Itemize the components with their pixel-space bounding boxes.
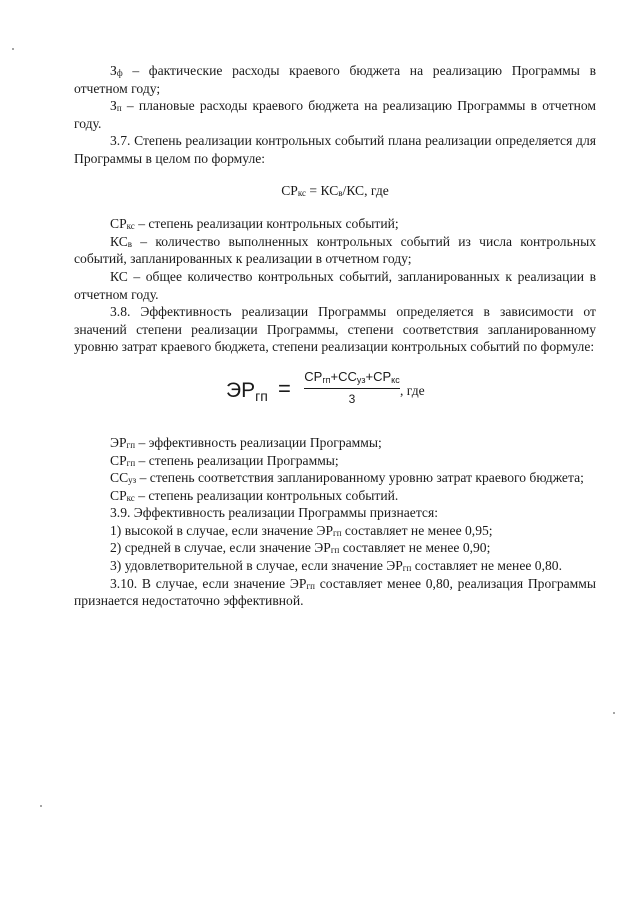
formula-term: СР — [281, 182, 298, 198]
formula-term: = КС — [306, 182, 339, 198]
subscript: в — [127, 238, 133, 249]
fraction-bar — [304, 388, 400, 389]
subscript: гп — [306, 580, 315, 591]
symbol: СС — [110, 470, 129, 486]
formula-term: +СР — [365, 368, 392, 384]
paragraph-def-sr-gp — [74, 452, 596, 470]
list-text: 2) средней в случае, если значение ЭР — [110, 540, 331, 556]
subscript: кс — [126, 492, 135, 503]
list-item-satisfactory — [74, 557, 596, 575]
list-text: 1) высокой в случае, если значение ЭР — [110, 522, 334, 538]
fraction-denominator: 3 — [348, 391, 356, 406]
definition-text: – степень соответствия запланированному уровню затрат краевого бюджета; — [136, 470, 584, 486]
paragraph-def-ks-v — [74, 233, 596, 268]
document-body — [74, 62, 596, 610]
subscript: гп — [255, 387, 268, 404]
formula-sr-ks — [74, 182, 596, 200]
fraction-numerator — [304, 368, 400, 386]
paragraph-3-7: 3.7. Степень реализации контрольных событий плана реализации определяется для Программы в целом по формуле: — [74, 133, 596, 166]
subscript: кс — [297, 187, 307, 198]
definition-text: – количество выполненных контрольных событий из числа контрольных событий, запланированных к реализации в отчетном году; — [74, 233, 596, 267]
list-text: 3) удовлетворительной в случае, если значение ЭР — [110, 558, 403, 574]
scan-speck — [12, 48, 14, 50]
paragraph-z-fact — [74, 62, 596, 97]
list-item-high — [74, 522, 596, 540]
formula-lhs — [226, 379, 268, 403]
equals-sign: = — [278, 375, 291, 401]
paragraph-text: 3.10. В случае, если значение ЭР — [110, 575, 307, 591]
subscript: гп — [330, 545, 340, 556]
paragraph-def-sr-ks — [74, 215, 596, 233]
subscript: кс — [126, 221, 135, 232]
symbol: З — [110, 63, 117, 78]
formula-er-gp — [74, 368, 596, 416]
symbol: ЭР — [110, 434, 127, 450]
subscript: гп — [322, 374, 331, 385]
subscript: ф — [116, 68, 123, 78]
formula-term: СР — [304, 368, 323, 384]
definition-text: – эффективность реализации Программы; — [135, 434, 382, 450]
scan-speck — [613, 712, 615, 714]
paragraph-3-8: 3.8. Эффективность реализации Программы определяется в зависимости от значений степени реализации Программы, степени соответствия запланированному уровню затрат краевого бюджета, степени реализации контрольных событий по формуле: — [74, 304, 596, 355]
paragraph-def-er-gp — [74, 434, 596, 452]
definition-text: – степень реализации контрольных событий; — [134, 216, 399, 232]
symbol: КС — [110, 233, 128, 249]
subscript: уз — [128, 475, 137, 486]
formula-fraction — [304, 368, 400, 407]
subscript: в — [338, 187, 343, 198]
list-text: составляет не менее 0,90; — [339, 540, 491, 556]
symbol: СР — [110, 487, 127, 503]
symbol: З — [110, 98, 117, 114]
formula-tail: , где — [400, 382, 425, 398]
subscript: уз — [356, 374, 366, 385]
paragraph-z-plan — [74, 97, 596, 132]
definition-text: – степень реализации Программы; — [135, 452, 339, 468]
list-item-medium — [74, 539, 596, 557]
paragraph-3-10 — [74, 575, 596, 610]
subscript: гп — [402, 563, 412, 574]
formula-term: +СС — [330, 368, 357, 384]
symbol: СР — [110, 452, 127, 468]
definition-text: – фактические расходы краевого бюджета на реализацию Программы в отчетном году; — [74, 63, 596, 96]
paragraph-text: составляет менее 0,80, реализация Программы признается недостаточно эффективной. — [74, 575, 596, 609]
symbol: СР — [110, 216, 127, 232]
paragraph-def-ks: КС – общее количество контрольных событий, запланированных к реализации в отчетном году. — [74, 268, 596, 302]
formula-term: /КС, где — [342, 182, 389, 198]
formula-term: ЭР — [226, 378, 256, 402]
subscript: гп — [333, 527, 342, 538]
definition-text: – плановые расходы краевого бюджета на реализацию Программы в отчетном году. — [74, 98, 596, 131]
subscript: гп — [126, 457, 136, 468]
list-text: составляет не менее 0,80. — [411, 558, 562, 574]
subscript: п — [116, 103, 122, 114]
subscript: гп — [126, 439, 136, 450]
scan-speck — [40, 805, 42, 807]
subscript: кс — [391, 374, 400, 385]
paragraph-def-sr-ks-2 — [74, 487, 596, 505]
paragraph-3-9: 3.9. Эффективность реализации Программы признается: — [110, 505, 438, 521]
definition-text: – степень реализации контрольных событий. — [134, 487, 399, 503]
list-text: составляет не менее 0,95; — [341, 522, 493, 538]
paragraph-def-ss-uz — [74, 469, 596, 487]
